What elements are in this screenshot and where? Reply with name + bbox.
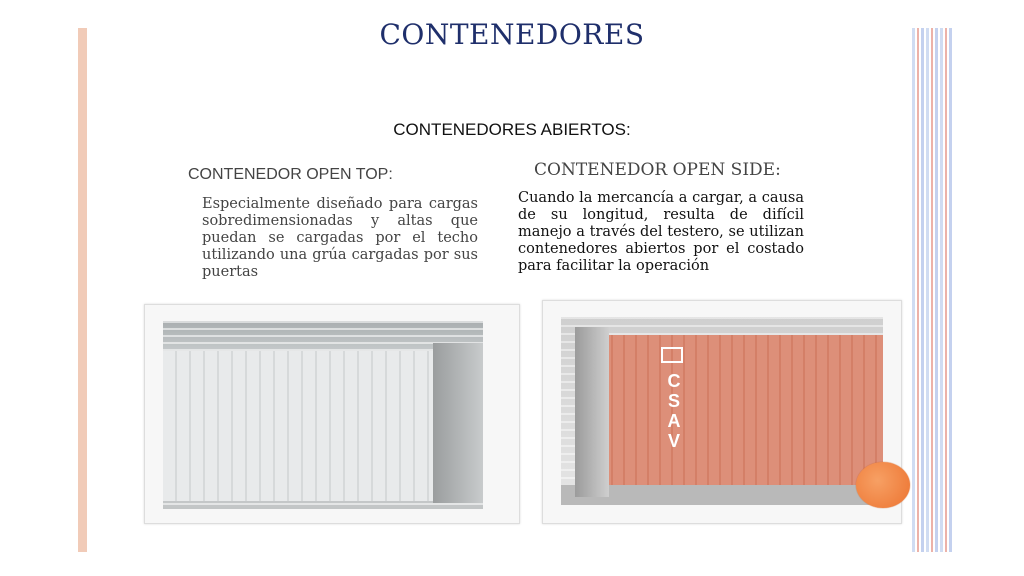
ground xyxy=(561,485,883,505)
open-top-description: Especialmente diseñado para cargas sobredimensionadas y altas que puedan se cargadas por el techo utilizando una grúa cargadas por sus puertas xyxy=(202,196,478,280)
container-logo-text xyxy=(663,353,683,456)
container-body xyxy=(601,335,883,485)
open-side-container-photo xyxy=(542,300,902,524)
container-body xyxy=(163,351,433,501)
left-decorative-bar xyxy=(78,28,87,552)
csav-letters: CSAV xyxy=(664,371,684,451)
open-top-heading: CONTENEDOR OPEN TOP: xyxy=(188,166,393,183)
orange-circle-decoration xyxy=(856,462,910,508)
open-side-heading: CONTENEDOR OPEN SIDE: xyxy=(534,160,781,180)
container-door xyxy=(433,343,483,503)
open-side-description: Cuando la mercancía a cargar, a causa de su longitud, resulta de difícil manejo a través del testero, se utilizan contenedores abiertos por el costado para facilitar la operación xyxy=(518,190,804,274)
open-top-container-image xyxy=(163,321,483,509)
container-end-frame xyxy=(575,327,609,497)
open-side-container-image xyxy=(561,317,883,505)
slide-title: CONTENEDORES xyxy=(379,18,645,51)
right-decorative-stripes xyxy=(912,28,952,552)
slide-subtitle: CONTENEDORES ABIERTOS: xyxy=(393,120,631,139)
open-top-container-photo xyxy=(144,304,520,524)
